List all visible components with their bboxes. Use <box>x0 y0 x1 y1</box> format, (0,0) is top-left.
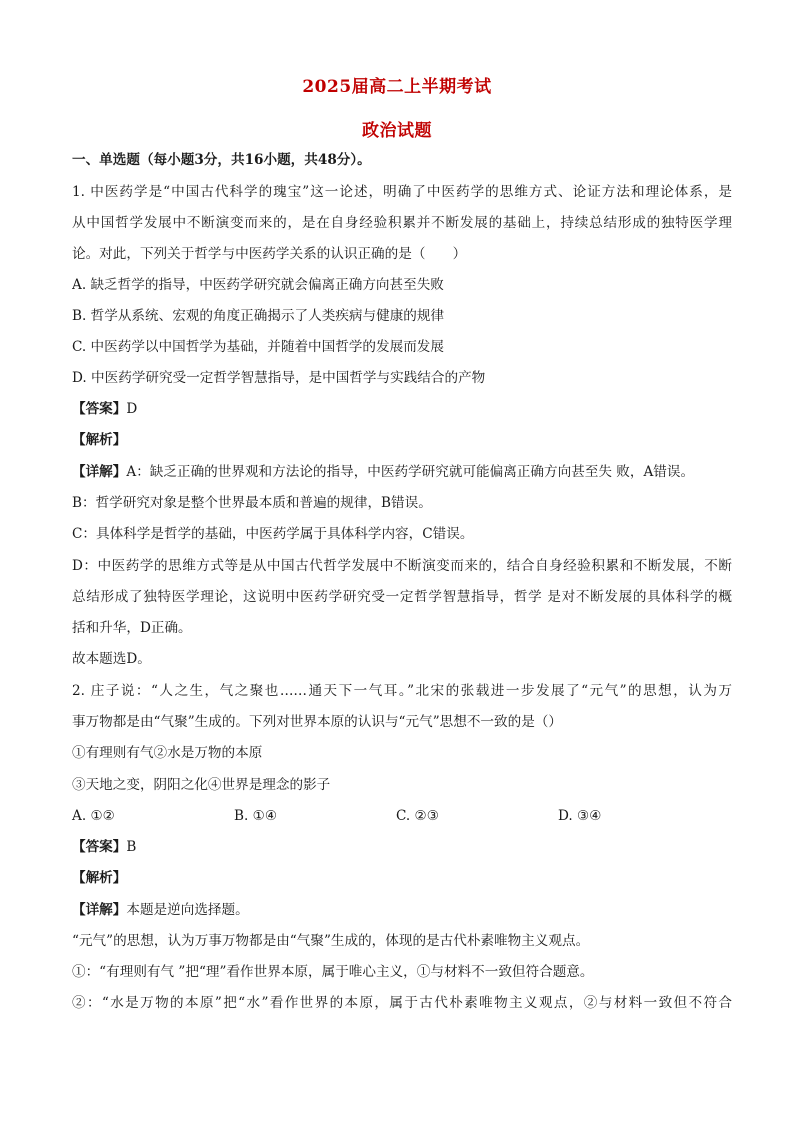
q1-stem-line-3: 论。对此，下列关于哲学与中医药学关系的认识正确的是（ ） <box>72 246 467 262</box>
exam-subject-title: 政治试题 <box>362 121 432 141</box>
q1-answer <box>72 399 732 419</box>
q1-detail-line-4: D：中医药学的思维方式等是从中国古代哲学发展中不断演变而来的，结合自身经验积累和不断发展，不断 <box>72 558 732 574</box>
q1-detail-line-1-text: A：缺乏正确的世界观和方法论的指导，中医药学研究就可能偏离正确方向甚至失 败，A错误。 <box>126 464 695 480</box>
q1-answer-tag: 【答案】 <box>72 401 127 417</box>
exam-title: 2025届高二上半期考试 <box>302 77 492 97</box>
q2-options-row <box>72 806 732 826</box>
section-heading: 一、单选题（每小题3分，共16小题，共48分）。 <box>72 152 371 168</box>
q1-option-b: B. 哲学从系统、宏观的角度正确揭示了人类疾病与健康的规律 <box>72 308 445 324</box>
q2-detail-line-3: ①：“有理则有气 ”把“理”看作世界本原，属于唯心主义，①与材料不一致但符合题意。 <box>72 964 594 980</box>
q2-detail-tag: 【详解】 <box>72 902 127 918</box>
q2-item-line-1: ①有理则有气②水是万物的本原 <box>72 745 263 761</box>
q2-detail-line-1-text: 本题是逆向选择题。 <box>126 902 249 918</box>
q1-stem-line-1: 1. 中医药学是“中国古代科学的瑰宝”这一论述，明确了中医药学的思维方式、论证方法和理论体系，是 <box>72 184 732 200</box>
q2-stem-line-2: 事万物都是由“气聚”生成的。下列对世界本原的认识与“元气”思想不一致的是（） <box>72 714 562 730</box>
q2-option-c: C. ②③ <box>396 808 439 824</box>
q2-option-d: D. ③④ <box>558 808 602 824</box>
q1-detail-tag: 【详解】 <box>72 464 127 480</box>
q1-answer-value: D <box>126 401 138 417</box>
q2-answer-tag: 【答案】 <box>72 839 127 855</box>
q1-conclusion: 故本题选D。 <box>72 651 151 667</box>
q2-stem-line-1: 2. 庄子说：“人之生，气之聚也……通天下一气耳。”北宋的张载进一步发展了“元气”的思想，认为万 <box>72 683 732 699</box>
q1-option-c: C. 中医药学以中国哲学为基础，并随着中国哲学的发展而发展 <box>72 339 444 355</box>
q1-detail-line-1 <box>72 462 732 482</box>
q1-detail-line-5: 总结形成了独特医学理论，这说明中医药学研究受一定哲学智慧指导，哲学 是对不断发展的具体科学的概 <box>72 589 732 605</box>
q1-stem-line-2: 从中国哲学发展中不断演变而来的，是在自身经验积累并不断发展的基础上，持续总结形成的独特医学理 <box>72 215 732 231</box>
q2-item-line-2: ③天地之变，阴阳之化④世界是理念的影子 <box>72 777 331 793</box>
q2-detail-line-2: “元气”的思想，认为万事万物都是由“气聚”生成的，体现的是古代朴素唯物主义观点。 <box>72 933 590 949</box>
q2-analysis-tag: 【解析】 <box>72 870 127 886</box>
q2-option-b: B. ①④ <box>234 808 278 824</box>
q2-option-a: A. ①② <box>72 808 115 824</box>
q1-detail-line-3: C：具体科学是哲学的基础，中医药学属于具体科学内容，C错误。 <box>72 526 474 542</box>
q1-analysis-tag: 【解析】 <box>72 432 127 448</box>
q2-detail-line-1 <box>72 900 732 920</box>
q1-option-d: D. 中医药学研究受一定哲学智慧指导，是中国哲学与实践结合的产物 <box>72 370 486 386</box>
q1-detail-line-2: B：哲学研究对象是整个世界最本质和普遍的规律，B错误。 <box>72 495 432 511</box>
q2-detail-line-4: ②：“水是万物的本原”把“水”看作世界的本原，属于古代朴素唯物主义观点，②与材料一致但不符合 <box>72 995 732 1011</box>
q1-detail-line-6: 括和升华，D正确。 <box>72 620 192 636</box>
q2-answer-value: B <box>126 839 137 855</box>
q2-answer <box>72 837 732 857</box>
q1-option-a: A. 缺乏哲学的指导，中医药学研究就会偏离正确方向甚至失败 <box>72 277 444 293</box>
